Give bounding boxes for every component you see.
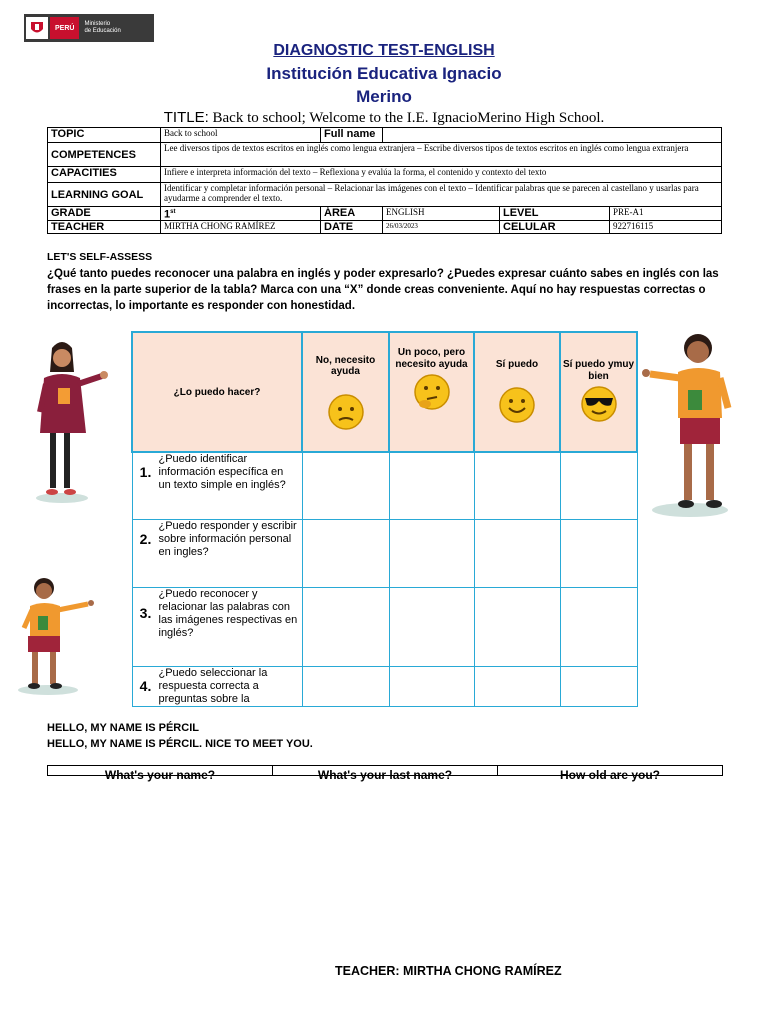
boy-character-illustration <box>640 328 736 520</box>
answer-cell[interactable] <box>474 666 560 706</box>
self-assess-instructions: ¿Qué tanto puedes reconocer una palabra en inglés y poder expresarlo? ¿Puedes expresar cuánto sabes en inglés con las frases en la parte superior de la tabla? Marca con una “X” donde creas conveniente. Aquí no hay respuestas correctas o incorrectas, lo importante es responder con honestidad. <box>47 268 719 312</box>
personal-questions-table <box>47 765 723 782</box>
answer-cell[interactable] <box>389 452 474 519</box>
thinking-face-icon <box>413 373 451 411</box>
question-number: 1. <box>139 464 152 480</box>
answer-cell[interactable] <box>560 666 637 706</box>
question-number: 4. <box>139 677 152 694</box>
grade-suffix: st <box>170 209 176 215</box>
answer-cell[interactable] <box>302 666 389 706</box>
teacher-value: MIRTHA CHONG RAMÍREZ <box>161 220 321 233</box>
can-label: Sí puedo <box>495 359 539 370</box>
sunglasses-face-icon <box>580 385 618 423</box>
question-text: ¿Puedo seleccionar la respuesta correcta a preguntas sobre la <box>158 666 268 705</box>
very-well-label: Sí puedo ymuy bien <box>562 359 635 382</box>
worried-face-icon <box>327 393 365 431</box>
ministry-line1: Ministerio <box>84 21 111 27</box>
little-help-label: Un poco, pero necesito ayuda <box>395 347 468 370</box>
grade-label: GRADE <box>48 207 161 221</box>
answer-cell[interactable] <box>474 587 560 666</box>
celular-value: 922716115 <box>610 220 722 233</box>
question-text: ¿Puedo reconocer y relacionar las palabras con las imágenes respectivas en inglés? <box>158 587 298 639</box>
question-number: 2. <box>139 530 152 547</box>
question-cell <box>132 666 302 706</box>
hello-line-2: HELLO, MY NAME IS PÉRCIL. NICE TO MEET YOU. <box>47 738 313 750</box>
date-label: DATE <box>321 220 383 233</box>
question-cell <box>132 519 302 587</box>
smiling-face-icon <box>498 386 536 424</box>
grade-number: 1 <box>164 208 171 221</box>
answer-cell[interactable] <box>302 587 389 666</box>
column-header-need-help <box>302 332 389 452</box>
question-number: 3. <box>139 605 152 621</box>
competences-value: Lee diversos tipos de textos escritos en inglés como lengua extranjera – Escribe diversos tipos de textos escritos en inglés como lengua extranjera <box>161 143 722 167</box>
hello-line-1: HELLO, MY NAME IS PÉRCIL <box>47 722 199 734</box>
date-value: 26/03/2023 <box>383 220 500 233</box>
answer-cell[interactable] <box>474 452 560 519</box>
question-age: How old are you? <box>559 768 660 782</box>
table-row <box>132 519 637 587</box>
document-title: DIAGNOSTIC TEST-ENGLISH <box>273 42 495 59</box>
area-label: ÁREA <box>321 207 383 221</box>
school-name-line2: Merino <box>356 87 412 106</box>
question-name: What's your name? <box>48 766 273 775</box>
answer-cell[interactable] <box>474 519 560 587</box>
question-last-name: What's your last name? <box>273 766 498 775</box>
area-value: ENGLISH <box>383 207 500 221</box>
answer-cell[interactable] <box>302 519 389 587</box>
answer-cell[interactable] <box>560 587 637 666</box>
answer-cell[interactable] <box>389 666 474 706</box>
grade-value <box>161 207 321 221</box>
teacher-label: TEACHER <box>48 220 161 233</box>
girl-character-illustration <box>30 338 110 506</box>
learning-goal-label: LEARNING GOAL <box>48 183 161 207</box>
column-header-little-help <box>389 332 474 452</box>
capacities-value: Infiere e interpreta información del texto – Reflexiona y evalúa la forma, el contenido y contexto del texto <box>161 167 722 183</box>
level-label: LEVEL <box>500 207 610 221</box>
lesson-title-text: Back to school; Welcome to the I.E. IgnacioMerino High School. <box>212 110 605 126</box>
answer-cell[interactable] <box>560 519 637 587</box>
answer-cell[interactable] <box>302 452 389 519</box>
table-row <box>132 666 637 706</box>
level-value: PRE-A1 <box>610 207 722 221</box>
fullname-label: Full name <box>321 128 383 143</box>
self-assess-heading: LET'S SELF-ASSESS <box>47 251 153 263</box>
self-assessment-table <box>131 331 638 707</box>
answer-cell[interactable] <box>560 452 637 519</box>
lesson-title-label: TITLE: <box>163 109 209 126</box>
column-header-can <box>474 332 560 452</box>
capacities-label: CAPACITIES <box>48 167 161 183</box>
competences-label: COMPETENCES <box>48 143 161 167</box>
school-name-line1: Institución Educativa Ignacio <box>266 64 502 83</box>
question-cell <box>132 452 302 519</box>
small-boy-character-illustration <box>14 576 98 698</box>
fullname-field[interactable] <box>383 128 722 143</box>
info-table <box>47 127 722 234</box>
lesson-title <box>0 109 768 127</box>
question-text: ¿Puedo responder y escribir sobre información personal en ingles? <box>158 519 297 558</box>
topic-value: Back to school <box>161 128 321 143</box>
table-row <box>132 587 637 666</box>
question-text: ¿Puedo identificar información específica en un texto simple en inglés? <box>158 453 286 491</box>
celular-label: CELULAR <box>500 220 610 233</box>
answer-cell[interactable] <box>389 519 474 587</box>
table-row <box>132 452 637 519</box>
teacher-footer: TEACHER: MIRTHA CHONG RAMÍREZ <box>335 964 562 978</box>
ministry-logo <box>24 14 154 42</box>
coat-of-arms-icon <box>26 17 48 39</box>
topic-label: TOPIC <box>48 128 161 143</box>
column-header-can-i: ¿Lo puedo hacer? <box>132 332 302 452</box>
need-help-label: No, necesito ayuda <box>315 355 376 377</box>
ministry-line2: de Educación <box>84 28 121 34</box>
answer-cell[interactable] <box>389 587 474 666</box>
learning-goal-value: Identificar y completar información personal – Relacionar las imágenes con el texto – Identificar palabras que se parecen al castellano y usarlas para ayudarme a comprender el texto. <box>161 183 722 207</box>
peru-label: PERÚ <box>50 17 79 39</box>
column-header-very-well <box>560 332 637 452</box>
question-cell <box>132 587 302 666</box>
